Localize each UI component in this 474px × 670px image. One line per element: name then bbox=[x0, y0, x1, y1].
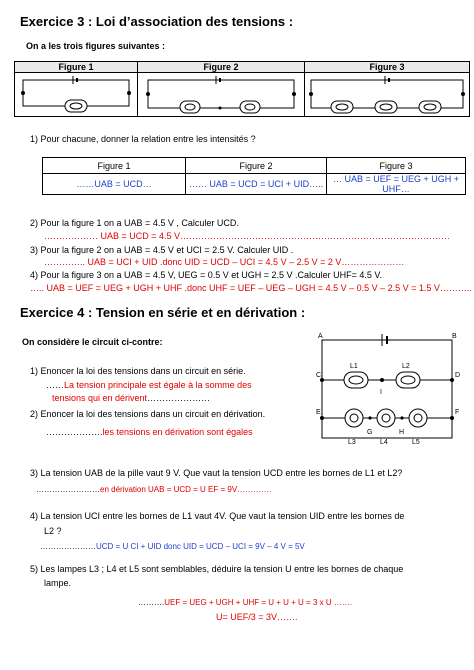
ex4-q5-line2: lampe. bbox=[44, 578, 72, 588]
label-E: E bbox=[316, 409, 321, 416]
relations-header-2: Figure 2 bbox=[186, 158, 327, 174]
ex4-a2-prefix: ………………. bbox=[46, 427, 103, 437]
figure-3-cell bbox=[305, 73, 470, 117]
label-L3: L3 bbox=[348, 439, 356, 446]
relations-answer-1: ……UAB = UCD… bbox=[43, 174, 186, 195]
label-F: F bbox=[455, 409, 460, 416]
ex4-a5-text1: UEF = UEG + UGH + UHF = U + U + U = 3 x U ……. bbox=[164, 598, 353, 607]
ex4-a5-line2: U= UEF/3 = 3V……. bbox=[216, 612, 298, 622]
label-D: D bbox=[455, 372, 461, 379]
label-L5: L5 bbox=[412, 439, 420, 446]
ex4-q1: 1) Enoncer la loi des tensions dans un circuit en série. bbox=[30, 366, 246, 376]
ex4-a2: les tensions en dérivation sont égales bbox=[102, 427, 253, 437]
ex4-a1 bbox=[46, 380, 252, 390]
ex4-a1-line2: tensions qui en dérivent bbox=[52, 393, 148, 403]
ex3-a3: ………….. UAB = UCI + UID .donc UID = UCD – UCI = 4.5 V – 2.5 V = 2 V………………… bbox=[44, 257, 405, 267]
label-L4: L4 bbox=[380, 439, 388, 446]
ex4-a3-prefix: …………………… bbox=[36, 485, 100, 494]
ex4-a5-line1 bbox=[138, 598, 352, 607]
relations-answer-3: … UAB = UEF = UEG + UGH + UHF… bbox=[327, 174, 466, 195]
figure-2-circuit bbox=[140, 74, 302, 114]
ex3-a2: ……………… UAB = UCD = 4.5 V……………………………………………………………………………… bbox=[44, 231, 451, 241]
label-L1: L1 bbox=[350, 363, 358, 370]
relations-answer-2: …… UAB = UCD = UCI + UID….. bbox=[186, 174, 327, 195]
label-A: A bbox=[318, 333, 323, 340]
figure-3-header: Figure 3 bbox=[305, 62, 470, 73]
ex4-title: Exercice 4 : Tension en série et en dérivation : bbox=[20, 305, 306, 320]
ex4-q4-line1: 4) La tension UCI entre les bornes de L1 vaut 4V. Que vaut la tension UID entre les bornes de bbox=[30, 511, 405, 521]
ex4-a5-prefix: ………. bbox=[138, 598, 165, 607]
ex3-q2: 2) Pour la figure 1 on a UAB = 4.5 V , Calculer UCD. bbox=[30, 218, 239, 228]
figure-1-header: Figure 1 bbox=[15, 62, 138, 73]
ex3-q1: 1) Pour chacune, donner la relation entre les intensités ? bbox=[30, 134, 256, 144]
label-L2: L2 bbox=[402, 363, 410, 370]
label-G: G bbox=[367, 429, 373, 436]
relations-table bbox=[42, 157, 466, 195]
ex4-q4-line2: L2 ? bbox=[44, 526, 62, 536]
ex4-a1-prefix: …… bbox=[46, 380, 64, 390]
ex3-a4: ….. UAB = UEF = UEG + UGH + UHF .donc UHF = UEF – UEG – UGH = 4.5 V – 0.5 V – 2.5 V = 1.5 V……….. bbox=[30, 283, 472, 293]
ex4-circuit-diagram bbox=[316, 330, 462, 448]
ex3-q3: 3) Pour la figure 2 on a UAB = 4.5 V et UCI = 2.5 V. Calculer UID . bbox=[30, 245, 294, 255]
figure-1-cell bbox=[15, 73, 138, 117]
ex4-a4: UCD = U CI + UID donc UID = UCD – UCI = 9V – 4 V = 5V bbox=[96, 542, 305, 551]
ex3-intro: On a les trois figures suivantes : bbox=[26, 41, 166, 51]
figure-2-header: Figure 2 bbox=[138, 62, 305, 73]
ex4-a1-line1: La tension principale est égale à la somme des bbox=[64, 380, 252, 390]
label-B: B bbox=[452, 333, 457, 340]
ex4-intro: On considère le circuit ci-contre: bbox=[22, 337, 163, 347]
label-C: C bbox=[316, 372, 322, 379]
ex3-q4: 4) Pour la figure 3 on a UAB = 4.5 V, UEG = 0.5 V et UGH = 2.5 V .Calculer UHF= 4.5 V. bbox=[30, 270, 383, 280]
relations-header-3: Figure 3 bbox=[327, 158, 466, 174]
ex4-a3: en dérivation UAB = UCD = U EF = 9V…………. bbox=[100, 485, 272, 494]
figure-1-circuit bbox=[17, 74, 135, 114]
label-H: H bbox=[399, 429, 405, 436]
ex4-a1-suffix: ………………… bbox=[147, 393, 211, 403]
ex4-a4-line bbox=[40, 542, 305, 551]
ex4-q3: 3) La tension UAB de la pille vaut 9 V. Que vaut la tension UCD entre les bornes de L1 et L2? bbox=[30, 468, 403, 478]
ex4-q5-line1: 5) Les lampes L3 ; L4 et L5 sont semblables, déduire la tension U entre les bornes de chaque bbox=[30, 564, 404, 574]
ex4-a3-line bbox=[36, 485, 271, 494]
ex3-title: Exercice 3 : Loi d’association des tensions : bbox=[20, 14, 294, 29]
ex4-a1b bbox=[52, 393, 210, 403]
ex4-a4-prefix: ………………… bbox=[40, 542, 96, 551]
figure-3-circuit bbox=[305, 74, 469, 114]
ex4-q2: 2) Enoncer la loi des tensions dans un circuit en dérivation. bbox=[30, 409, 266, 419]
figure-2-cell bbox=[138, 73, 305, 117]
label-I: I bbox=[380, 389, 382, 396]
relations-header-1: Figure 1 bbox=[43, 158, 186, 174]
ex4-a2-line bbox=[46, 427, 253, 437]
figures-table bbox=[14, 61, 470, 117]
